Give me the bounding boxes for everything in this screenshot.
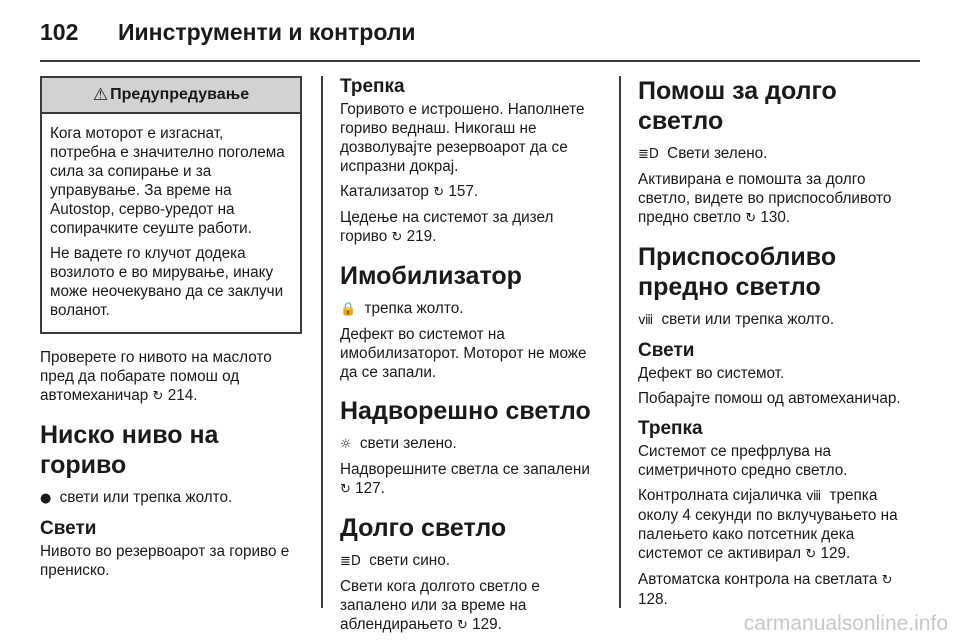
exterior-status-text: свети зелено. bbox=[359, 435, 457, 452]
warning-header bbox=[42, 78, 300, 114]
heading-exterior-light: Надворешно светло bbox=[340, 397, 591, 425]
page-ref-arrow-icon: ↻ bbox=[152, 389, 164, 404]
assist-status-text: Свети зелено. bbox=[667, 145, 768, 162]
page-ref[interactable]: 129. bbox=[472, 616, 502, 633]
diesel-text: Цедење на системот за дизел гориво bbox=[340, 209, 554, 245]
oil-text: Проверете го нивото на маслото пред да побарате помош од автомеханичар bbox=[40, 349, 272, 404]
page-title: Иинструменти и контроли bbox=[118, 18, 416, 45]
high-beam-assist-icon: ≣D bbox=[638, 147, 659, 162]
immobiliser-paragraph: Дефект во системот на имобилизаторот. Моторот не може да се запали. bbox=[340, 326, 587, 381]
warning-triangle-icon: ⚠ bbox=[92, 85, 109, 105]
high-beam-status bbox=[340, 551, 604, 571]
catalyst-text: Катализатор bbox=[340, 183, 429, 200]
catalyst-ref-paragraph bbox=[340, 182, 604, 202]
page-ref[interactable]: 127. bbox=[355, 480, 385, 497]
page-header bbox=[40, 12, 416, 52]
fuel-flashing-paragraph: Горивото е истрошено. Наполнете гориво веднаш. Никогаш не дозволувајте резервоарот да се испразни докрај. bbox=[340, 101, 585, 175]
afl-flashing-text-b: трепка околу 4 секунди по вклучувањето на палењето како потсетник дека системот се активирал bbox=[638, 487, 898, 562]
afl-flashing-paragraph-2 bbox=[638, 486, 920, 564]
subheading-on: Свети bbox=[638, 340, 695, 361]
assist-text: Активирана е помошта за долго светло, видете во приспособливото предно светло bbox=[638, 171, 892, 226]
column-divider bbox=[321, 76, 323, 608]
oil-paragraph bbox=[40, 348, 302, 406]
afl-on-paragraph-2: Побарајте помош од автомеханичар. bbox=[638, 390, 901, 407]
exterior-light-icon: ☼ bbox=[340, 437, 352, 452]
page-ref-arrow-icon: ↻ bbox=[745, 211, 757, 226]
page-ref-arrow-icon: ↻ bbox=[881, 573, 893, 588]
high-beam-icon: ≣D bbox=[340, 554, 361, 569]
heading-immobiliser: Имобилизатор bbox=[340, 262, 522, 290]
header-rule bbox=[40, 60, 920, 62]
page-ref[interactable]: 128. bbox=[638, 591, 668, 608]
warning-box bbox=[40, 76, 302, 334]
adaptive-light-icon: ⅷ bbox=[638, 313, 654, 328]
page-ref[interactable]: 214. bbox=[167, 387, 198, 404]
high-beam-text: Свети кога долгото светло е запалено или за време на аблендирањето bbox=[340, 578, 540, 633]
page-ref-arrow-icon: ↻ bbox=[805, 547, 817, 562]
immobiliser-status-text: трепка жолто. bbox=[364, 300, 464, 317]
page-ref-arrow-icon: ↻ bbox=[340, 482, 351, 497]
afl-flashing-text-a: Контролната сијаличка bbox=[638, 487, 802, 504]
immobiliser-status bbox=[340, 299, 604, 319]
warning-paragraph: Не вадете го клучот додека возилото е во мирување, инаку може неочекувано да се заклучи воланот. bbox=[50, 245, 284, 319]
high-beam-status-text: свети сино. bbox=[369, 552, 450, 569]
page-ref[interactable]: 219. bbox=[406, 228, 437, 245]
subheading-flashing: Трепка bbox=[638, 418, 703, 439]
assist-status bbox=[638, 144, 920, 164]
subheading-flashing: Трепка bbox=[340, 76, 405, 97]
page-ref-arrow-icon: ↻ bbox=[433, 185, 445, 200]
column-divider bbox=[619, 76, 621, 608]
adaptive-light-icon: ⅷ bbox=[806, 489, 822, 504]
fuel-on-paragraph: Нивото во резервоарот за гориво е прениско. bbox=[40, 543, 290, 579]
page-ref[interactable]: 157. bbox=[448, 183, 479, 200]
auto-light-paragraph bbox=[638, 570, 920, 609]
heading-high-beam: Долго светло bbox=[340, 514, 507, 542]
column-1 bbox=[40, 76, 302, 586]
afl-flashing-paragraph-1: Системот се префрлува на симетричното средно светло. bbox=[638, 443, 848, 479]
heading-high-beam-assist: Помош за долго светло bbox=[638, 77, 837, 135]
afl-status-text: свети или трепка жолто. bbox=[661, 311, 835, 328]
fuel-status-text: свети или трепка жолто. bbox=[59, 489, 233, 506]
fuel-indicator-icon: ● bbox=[40, 491, 52, 506]
immobiliser-lock-icon: 🔒 bbox=[340, 302, 357, 317]
heading-adaptive-light: Приспособливо предно светло bbox=[638, 243, 837, 301]
watermark: carmanualsonline.info bbox=[743, 612, 948, 635]
page-ref-arrow-icon: ↻ bbox=[456, 618, 468, 633]
exterior-status bbox=[340, 434, 604, 454]
afl-on-paragraph-1: Дефект во системот. bbox=[638, 365, 785, 382]
exterior-text: Надворешните светла се запалени bbox=[340, 461, 590, 478]
warning-body bbox=[42, 114, 300, 332]
page-number: 102 bbox=[40, 18, 79, 45]
assist-paragraph bbox=[638, 170, 920, 228]
page-ref-arrow-icon: ↻ bbox=[391, 230, 403, 245]
afl-status bbox=[638, 310, 920, 330]
warning-title: Предупредување bbox=[110, 86, 250, 103]
warning-paragraph: Кога моторот е изгаснат, потребна е значително поголема сила за сопирање и за управување. За време на Autostop, серво-уредот на сопирачките сеуште работи. bbox=[50, 125, 285, 237]
page-ref[interactable]: 129. bbox=[820, 545, 851, 562]
page-ref[interactable]: 130. bbox=[760, 209, 791, 226]
heading-low-fuel: Ниско ниво на гориво bbox=[40, 421, 219, 479]
exterior-paragraph bbox=[340, 460, 604, 499]
auto-light-text: Автоматска контрола на светлата bbox=[638, 571, 878, 588]
high-beam-paragraph bbox=[340, 577, 604, 635]
column-2 bbox=[340, 76, 604, 641]
diesel-ref-paragraph bbox=[340, 208, 604, 247]
fuel-status bbox=[40, 488, 302, 508]
column-3 bbox=[638, 76, 920, 615]
subheading-on: Свети bbox=[40, 518, 97, 539]
